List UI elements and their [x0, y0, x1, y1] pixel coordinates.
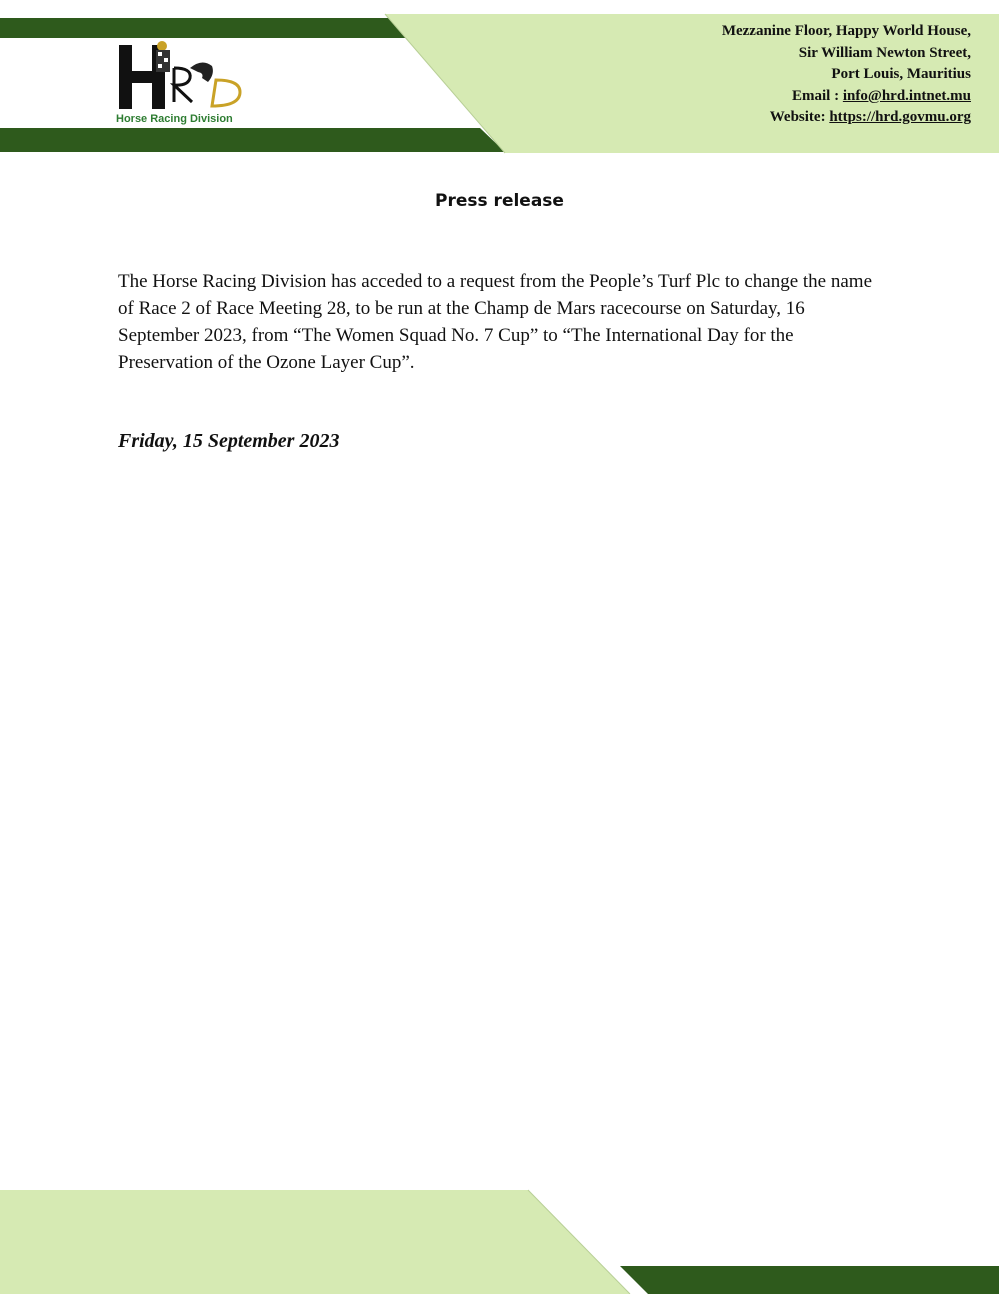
email-line	[722, 86, 971, 108]
footer-light-panel	[0, 1190, 630, 1294]
footer-dark-band	[620, 1266, 999, 1294]
email-link[interactable]: info@hrd.intnet.mu	[842, 87, 971, 104]
logo-caption: Horse Racing Division	[116, 113, 233, 125]
press-release-body: The Horse Racing Division has acceded to a request from the People’s Turf Plc to change the name of Race 2 of Race Meeting 28, to be run at the Champ de Mars racecourse on Saturday, 16 September 2023, from “The Women Squad No. 7 Cup” to “The International Day for the Preservation of the Ozone Layer Cup”.	[118, 271, 872, 373]
hrd-logo	[116, 40, 242, 130]
hrd-logo-mark	[116, 40, 242, 112]
contact-address	[722, 21, 971, 129]
address-line-1: Mezzanine Floor, Happy World House,	[721, 23, 971, 39]
release-date: Friday, 15 September 2023	[118, 430, 340, 452]
website-label: Website:	[769, 109, 830, 125]
footer-banner	[0, 1186, 999, 1294]
email-label: Email :	[792, 87, 843, 104]
page-title: Press release	[435, 191, 564, 211]
header-dark-band-top	[0, 18, 420, 38]
address-line-3: Port Louis, Mauritius	[831, 66, 971, 82]
header-dark-band-bottom	[0, 128, 505, 152]
address-line-2: Sir William Newton Street,	[798, 44, 971, 61]
website-link[interactable]: https://hrd.govmu.org	[829, 109, 971, 125]
website-line	[722, 107, 971, 129]
